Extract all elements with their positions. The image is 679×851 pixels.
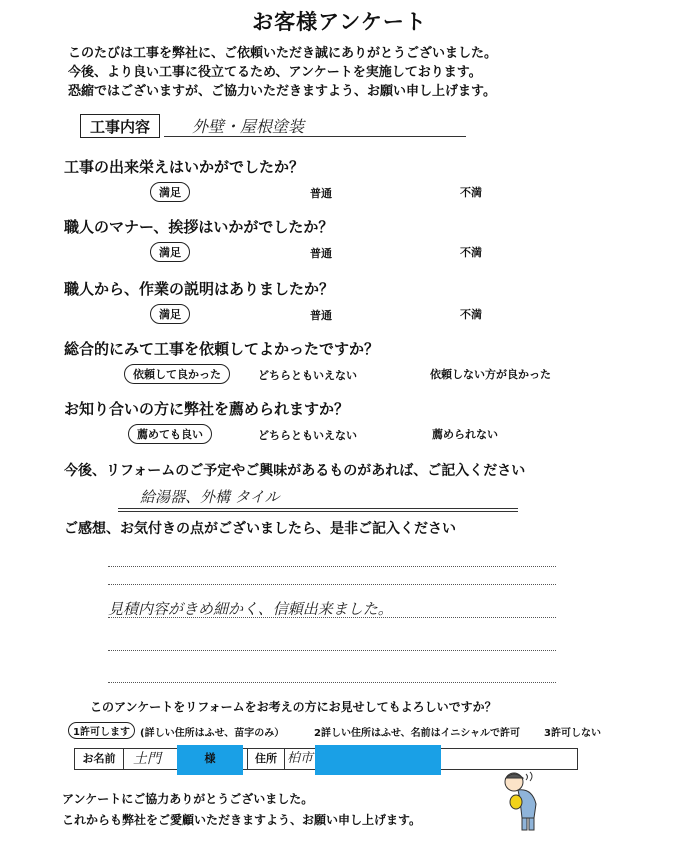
reform-answer: 給湯器、外構 タイル xyxy=(140,488,280,506)
q5-option-not-recommend[interactable]: 薦められない xyxy=(432,428,498,441)
question-3: 職人から、作業の説明はありましたか？ xyxy=(64,280,335,298)
intro-line-1: このたびは工事を弊社に、ご依頼いただき誠にありがとうございました。 xyxy=(68,46,498,61)
address-redaction xyxy=(315,745,441,775)
work-label: 工事内容 xyxy=(80,114,160,138)
footer-line-2: これからも弊社をご愛顧いただきますよう、お願い申し上げます。 xyxy=(62,813,422,827)
question-5: お知り合いの方に弊社を薦められますか？ xyxy=(64,400,350,418)
permission-question: このアンケートをリフォームをお考えの方にお見せしてもよろしいですか？ xyxy=(90,700,497,714)
permission-option-3[interactable]: 3許可しない xyxy=(544,728,601,739)
footer-line-1: アンケートにご協力ありがとうございました。 xyxy=(62,792,314,806)
q2-option-satisfied[interactable]: 満足 xyxy=(150,242,190,262)
q4-option-bad[interactable]: 依頼しない方が良かった xyxy=(430,368,551,381)
q3-option-dissatisfied[interactable]: 不満 xyxy=(460,308,482,321)
q3-option-average[interactable]: 普通 xyxy=(310,309,332,322)
comments-question: ご感想、お気付きの点がございましたら、是非ご記入ください xyxy=(64,521,456,537)
address-label: 住所 xyxy=(247,749,285,769)
comments-answer: 見積内容がきめ細かく、信頼出来ました。 xyxy=(108,600,393,618)
name-label: お名前 xyxy=(75,749,124,769)
comment-line-3 xyxy=(108,617,556,618)
q4-option-good[interactable]: 依頼して良かった xyxy=(124,364,230,384)
q1-option-average[interactable]: 普通 xyxy=(310,187,332,200)
q1-option-satisfied[interactable]: 満足 xyxy=(150,182,190,202)
question-2: 職人のマナー、挨拶はいかがでしたか？ xyxy=(64,218,334,236)
comment-line-1 xyxy=(108,566,556,567)
reform-underline-2 xyxy=(118,511,518,512)
q5-option-recommend[interactable]: 薦めても良い xyxy=(128,424,212,444)
question-1: 工事の出来栄えはいかがでしたか？ xyxy=(64,158,305,176)
comment-line-5 xyxy=(108,682,556,683)
q3-option-satisfied[interactable]: 満足 xyxy=(150,304,190,324)
q5-option-neutral[interactable]: どちらともいえない xyxy=(258,429,357,442)
name-redaction-honorific: 様 xyxy=(177,745,243,775)
q2-option-dissatisfied[interactable]: 不満 xyxy=(460,246,482,259)
comment-line-4 xyxy=(108,650,556,651)
name-value: 土門 xyxy=(133,751,161,767)
work-underline xyxy=(164,136,466,137)
q4-option-neutral[interactable]: どちらともいえない xyxy=(258,369,357,382)
page-title: お客様アンケート xyxy=(252,10,427,34)
reform-question: 今後、リフォームのご予定やご興味があるものがあれば、ご記入ください xyxy=(64,463,526,479)
question-4: 総合的にみて工事を依頼してよかったですか？ xyxy=(64,340,380,358)
permission-option-2[interactable]: 2詳しい住所はふせ、名前はイニシャルで許可 xyxy=(314,728,521,739)
intro-line-2: 今後、より良い工事に役立てるため、アンケートを実施しております。 xyxy=(68,65,482,80)
reform-underline-1 xyxy=(118,508,518,509)
permission-option-1[interactable]: 1許可します xyxy=(68,722,135,739)
q1-option-dissatisfied[interactable]: 不満 xyxy=(460,186,482,199)
q2-option-average[interactable]: 普通 xyxy=(310,247,332,260)
comment-line-2 xyxy=(108,584,556,585)
work-value: 外壁・屋根塗装 xyxy=(192,117,305,136)
intro-line-3: 恐縮ではございますが、ご協力いただきますよう、お願い申し上げます。 xyxy=(68,84,496,99)
name-address-row xyxy=(74,748,578,770)
permission-option-1-note: (詳しい住所はふせ、苗字のみ） xyxy=(140,728,285,739)
bowing-worker-icon xyxy=(492,770,552,832)
address-value: 柏市 xyxy=(286,751,313,766)
